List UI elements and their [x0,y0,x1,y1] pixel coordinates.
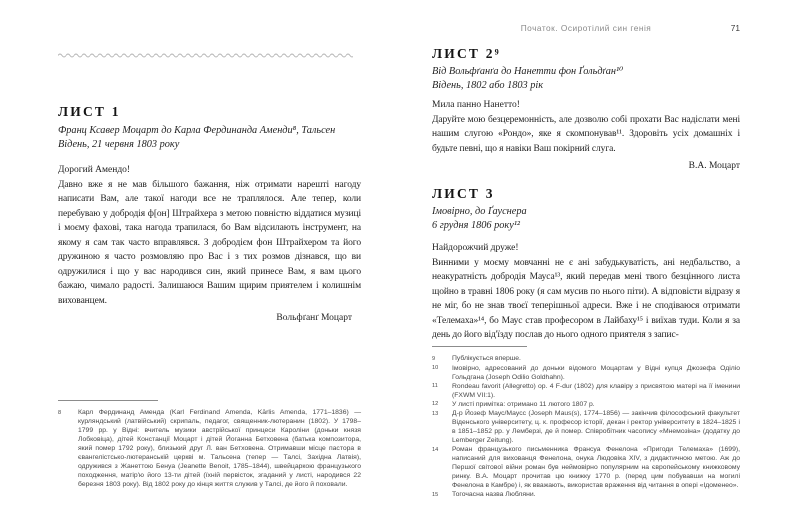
running-head: Початок. Осиротілий син генія [520,23,652,33]
left-page [58,0,361,522]
letter-1-date-line: Відень, 21 червня 1803 року [58,138,180,150]
letter-2-heading: ЛИСТ 2⁹ [432,46,501,61]
wavy-ornament-icon [58,51,353,58]
footnote-marker: 10 [432,365,439,371]
letter-3-body-block [432,241,740,343]
letter-2-salutation: Мила панно Нанетто! [432,100,520,110]
letter-2-subhead [432,65,623,92]
letter-1-signature: Вольфґанґ Моцарт [276,313,352,323]
footnote-text: Імовірно, адресований до доньки відомого Моцартам у Відні купця Джозефа Оділіо Гольдгана (Joseph Odilio Goldhahn). [452,364,740,381]
footnote-text: У листі примітка: отримано 11 лютого 1807 р. [452,400,595,408]
footnote-marker: 9 [432,355,436,362]
letter-2-date-line: Відень, 1802 або 1803 рік [432,79,544,91]
letter-3-subhead [432,205,527,232]
footnote [432,445,740,490]
letter-2-body-block [432,98,740,174]
left-page-footnotes [58,400,361,489]
footnote-marker: 15 [432,491,439,498]
footnote-separator [432,346,527,347]
letter-2-signature: В.А. Моцарт [688,161,740,171]
footnote [432,382,740,400]
letter-3-address-line: Імовірно, до Ґауснера [432,206,527,217]
footnote-text: Карл Фердинанд Аменда (Karl Ferdinand Amenda, Kārlis Amenda, 1771–1836) — курляндський (латвійський) скрипаль, педагог, священник-лютеранин (1802). У 1798–1799 рр. у Відні: вчитель музики австрійської принцеси Кароліни (доньки князя Лобковіца), дітей Констанції Моцарт і дітей Йоганна Бетховена (батька композитора, який помер 1792 року), близький друг Л. ван Бетховена. Отримавши місце пастора в євангелістсько-лютеранській церкві м. Тальсена (тепер — Талсі, Західна Латвія), одружився з Жанеттою Бенуа (Jeanette Benoit, 1785–1844), швейцаркою французького походження, матір'ю його 13-ти дітей (їхній первісток, згаданий у листі, народився 22 березня 1803 року). Від 1802 року до кінця життя служив у Талсі, де його й поховали. [78,409,361,488]
letter-1-address-line: Франц Ксавер Моцарт до Карла Фердинанда Аменди⁸, Тальсен [58,125,336,136]
footnote-text: Д-р Йозеф Маус/Маусс (Joseph Maus(s), 1774–1856) — закінчив філософський факультет Віденського університету, ц. к. професор історії, декан і ректор університету в 1824–1825 і в 1851–1852 рр. у Лемберзі, де й помер. Співробітник часопису «Мнемозіна» (додатку до Lemberger Zeitung). [452,410,740,444]
footnote [432,400,740,410]
footnote [432,409,740,445]
letter-2-address-line: Від Вольфґанґа до Нанетти фон Ґольдґан¹⁰ [432,66,624,77]
letter-3-heading: ЛИСТ 3 [432,186,495,201]
footnote-marker: 13 [432,410,439,417]
footnote-separator [58,400,158,401]
page-number: 71 [730,23,740,33]
footnote-marker: 14 [432,446,439,453]
footnote-marker: 8 [58,409,62,416]
letter-1-body-block [58,163,361,326]
footnote-text: Роман французького письменника Франсуа Фенелона «Пригоди Телемаха» (1699), написаний для вихованця Фенелона, онука Людовіка XIV, з дидактичною метою. Аж до Першої світової війни роман був неймовірно популярним на європейському книжковому ринку. В.А. Моцарт прочитав цю книжку 1770 р. (перед цим побувавши на могилі Фенелона в Камбре) і, як вважають, використав враження від читання в опері «Ідоменео». [452,446,740,489]
letter-3-body: Винними у моєму мовчанні не є ані забудькуватість, ані недбальство, а неакуратність добродія Мауса¹³, який передав мені твого безцінного листа щойно в травні 1806 року (я сам мусив по нього піти). А відповісти відразу я не міг, бо не знав твоєї теперішньої адреси. Вже і не сподіваюся отримати «Телемаха»¹⁴, бо Маус став професором в Лайбаху¹⁵ і виїхав туди. Коли я за день до його від'їзду послав до нього одного приятеля з запис- [432,257,740,340]
letter-2-body: Даруйте мою безцеремонність, але дозволю собі прохати Вас надіслати мені нашим слугою «Рондо», яке я скомпонував¹¹. Здоровіть усіх домашніх і будьте певні, що я навіки Ваш покірний слуга. [432,114,740,154]
footnote-text: Тогочасна назва Любляни. [452,491,536,498]
letter-1-body: Давно вже я не мав більшого бажання, ніж отримати нарешті нагоду написати Вам, але такої нагоди все не траплялося. Але тепер, коли перебуваю у добродія ф[он] Штрайхера з метою повністю віддатися музиці і моєму фахові, така нагода трапилася, бо Вам відсилають інструмент, на якому я сам так часто вправлявся. З добродієм фон Штрайхером та його дружиною я часто розмовляю про Вас і з тих розмов дізнався, що ви одружилися і що у вас народився син, який принесе Вам, я вам цього бажаю, чимало радості. Залишаюся Вашим щирим приятелем і колишнім вихованцем. [58,179,361,306]
right-page [432,0,740,522]
footnote [58,408,361,489]
footnote-text: Публікується вперше. [452,355,521,362]
letter-3-date-line: 6 грудня 1806 року¹² [432,219,520,231]
right-page-footnotes [432,346,740,500]
letter-1-heading: ЛИСТ 1 [58,104,121,119]
letter-1-salutation: Дорогий Амендо! [58,165,131,175]
footnote-text: Rondeau favorit (Allegretto) op. 4 F-dur (1802) для клавіру з присвятою матері на її іменини (FXWM VII:1). [452,382,740,399]
letter-1-subhead [58,124,335,151]
footnote [432,364,740,382]
footnote [432,490,740,500]
footnote-marker: 12 [432,401,439,407]
letter-3-salutation: Найдорожчий друже! [432,243,519,253]
footnote-marker: 11 [432,383,438,389]
footnote [432,354,740,364]
